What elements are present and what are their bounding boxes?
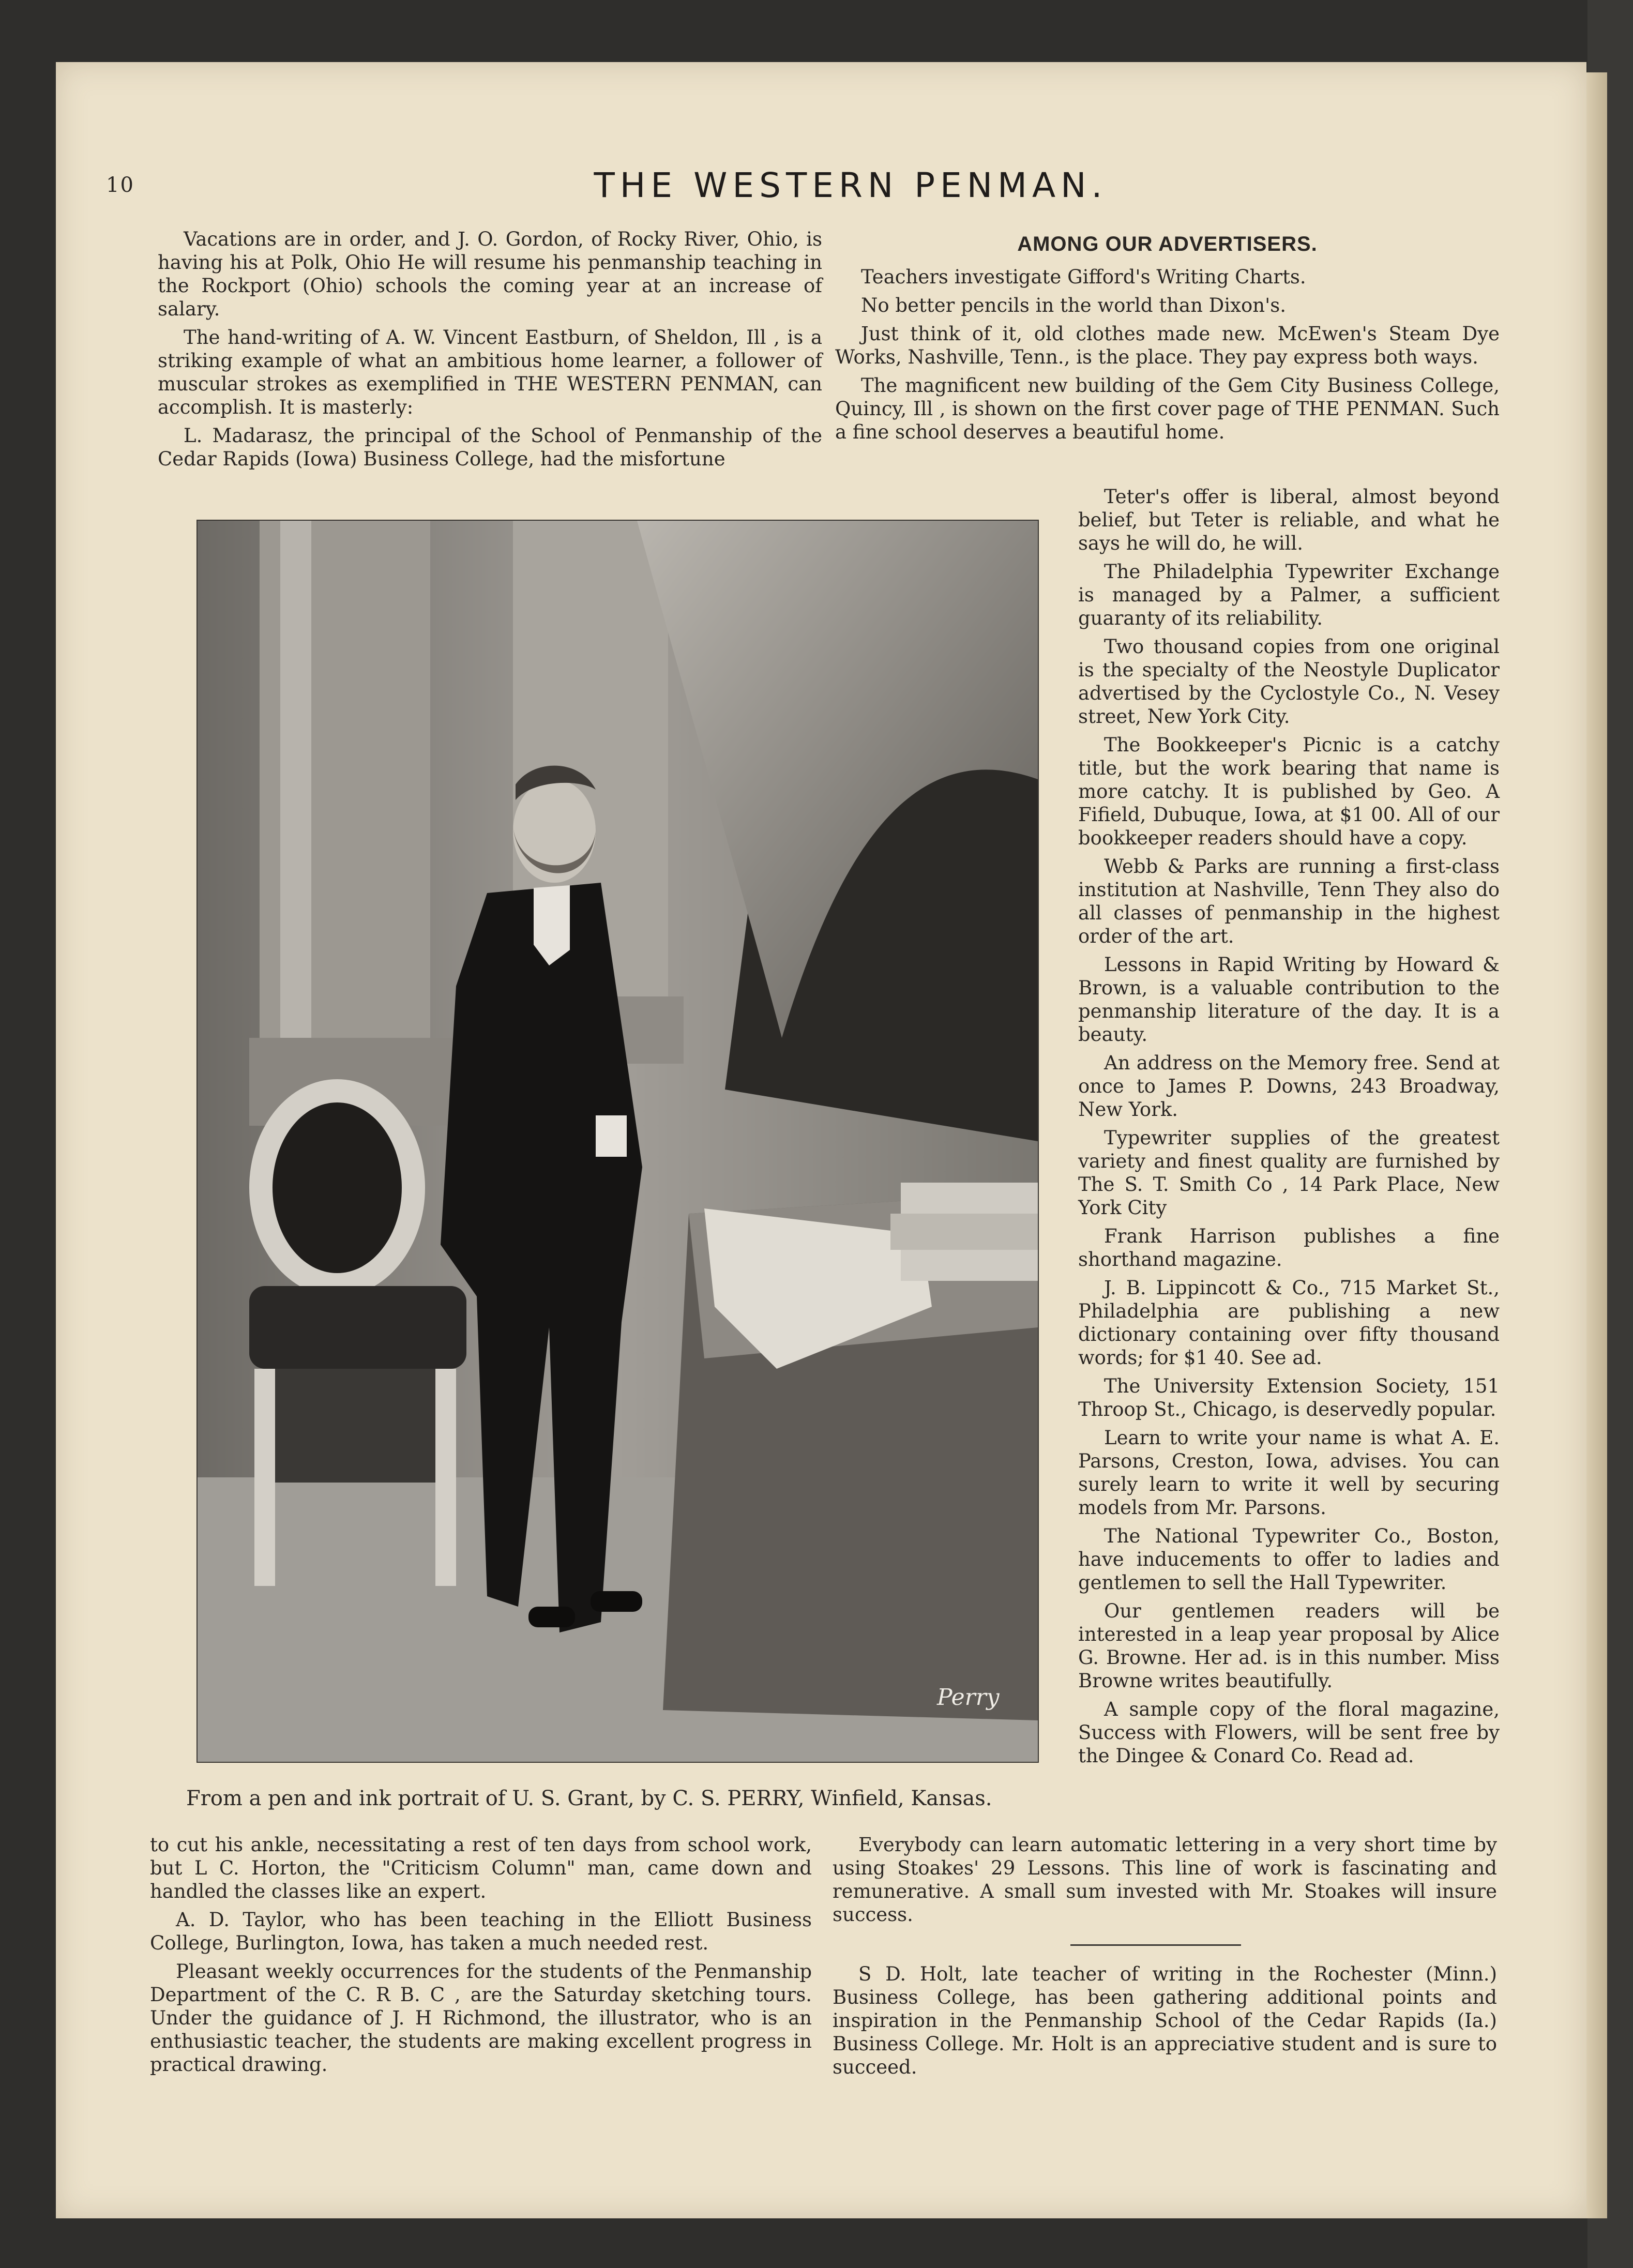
portrait-engraving xyxy=(198,521,1038,1762)
paragraph: Vacations are in order, and J. O. Gordon, of Rocky River, Ohio, is having his at Polk, Ohio He will resume his penmanship teaching in the Rockport (Ohio) schools the coming year at an increase of salary. xyxy=(158,228,822,320)
ad-note: The Bookkeeper's Picnic is a catchy title, but the work bearing that name is more catchy. It is published by Geo. A Fifield, Dubuque, Iowa, at $1 00. All of our bookkeeper readers should have a copy. xyxy=(1078,734,1500,849)
ad-note: Two thousand copies from one original is the specialty of the Neostyle Duplicator advertised by the Cyclostyle Co., N. Vesey street, New York City. xyxy=(1078,636,1500,728)
ad-note: No better pencils in the world than Dixon's. xyxy=(861,294,1287,316)
ad-note: Frank Harrison publishes a fine shorthand magazine. xyxy=(1078,1225,1500,1271)
advertisers-column-top xyxy=(835,233,1500,449)
portrait-caption: From a pen and ink portrait of U. S. Grant, by C. S. PERRY, Winfield, Kansas. xyxy=(186,1787,992,1810)
paragraph: The hand-writing of A. W. Vincent Eastburn, of Sheldon, Ill , is a striking example of what an ambitious home learner, a follower of muscular strokes as exemplified in THE WESTERN PENMAN, can accomplish. It is masterly: xyxy=(158,326,822,418)
paragraph: Pleasant weekly occurrences for the students of the Penmanship Department of the C. R B. C , are the Saturday sketching tours. Under the guidance of J. H Richmond, the illustrator, who is an enthusiastic teacher, the students are making excellent progress in practical drawing. xyxy=(150,1960,812,2076)
advertisers-column-bottom xyxy=(833,1833,1497,1931)
paragraph: to cut his ankle, necessitating a rest of ten days from school work, but L C. Horton, the "Criticism Column" man, came down and handled the classes like an expert. xyxy=(150,1834,812,1902)
ad-note: J. B. Lippincott & Co., 715 Market St., Philadelphia are publishing a new dictionary containing over fifty thousand words; for $1 40. See ad. xyxy=(1078,1277,1500,1369)
next-page-edge xyxy=(1586,72,1607,2218)
paragraph: S D. Holt, late teacher of writing in the Rochester (Minn.) Business College, has been gathering additional points and inspiration in the Penmanship School of the Cedar Rapids (Ia.) Business College. Mr. Holt is an appreciative student and is sure to succeed. xyxy=(833,1963,1497,2078)
ad-note: The Philadelphia Typewriter Exchange is managed by a Palmer, a sufficient guaranty of its reliability. xyxy=(1078,561,1500,629)
ad-note: Webb & Parks are running a first-class institution at Nashville, Tenn They also do all classes of penmanship in the highest order of the art. xyxy=(1078,855,1500,947)
left-column-bottom xyxy=(150,1833,812,2081)
section-divider xyxy=(1070,1944,1241,1946)
ad-note: The magnificent new building of the Gem City Business College, Quincy, Ill , is shown on the first cover page of THE PENMAN. Such a fine school deserves a beautiful home. xyxy=(835,374,1500,443)
paragraph: A. D. Taylor, who has been teaching in the Elliott Business College, Burlington, Iowa, has taken a much needed rest. xyxy=(150,1909,812,1954)
advertisers-column-narrow xyxy=(1078,485,1500,1773)
ad-note: Just think of it, old clothes made new. McEwen's Steam Dye Works, Nashville, Tenn., is the place. They pay express both ways. xyxy=(835,323,1500,368)
advertisers-heading: AMONG OUR ADVERTISERS. xyxy=(1017,233,1318,255)
grant-portrait-illustration xyxy=(196,520,1039,1763)
artist-signature: Perry xyxy=(937,1684,1000,1711)
page-number: 10 xyxy=(106,173,134,197)
ad-note: Lessons in Rapid Writing by Howard & Brown, is a valuable contribution to the penmanship literature of the day. It is a beauty. xyxy=(1078,954,1500,1046)
ad-note: The National Typewriter Co., Boston, have inducements to offer to ladies and gentlemen to sell the Hall Typewriter. xyxy=(1078,1525,1500,1594)
ad-note: Everybody can learn automatic lettering in a very short time by using Stoakes' 29 Lessons. This line of work is fascinating and remunerative. A small sum invested with Mr. Stoakes will insure success. xyxy=(833,1834,1497,1926)
masthead-title: THE WESTERN PENMAN. xyxy=(594,165,1108,205)
paragraph: L. Madarasz, the principal of the School of Penmanship of the Cedar Rapids (Iowa) Business College, had the misfortune xyxy=(158,425,822,470)
holt-note xyxy=(833,1962,1497,2084)
ad-note: An address on the Memory free. Send at once to James P. Downs, 243 Broadway, New York. xyxy=(1078,1052,1500,1121)
left-column-top xyxy=(158,228,822,476)
ad-note: Teachers investigate Gifford's Writing Charts. xyxy=(861,266,1306,288)
ad-note: Teter's offer is liberal, almost beyond belief, but Teter is reliable, and what he says he will do, he will. xyxy=(1078,486,1500,554)
ad-note: A sample copy of the floral magazine, Success with Flowers, will be sent free by the Dingee & Conard Co. Read ad. xyxy=(1078,1698,1500,1767)
ad-note: The University Extension Society, 151 Throop St., Chicago, is deservedly popular. xyxy=(1078,1375,1500,1420)
ad-note: Learn to write your name is what A. E. Parsons, Creston, Iowa, advises. You can surely learn to write it well by securing models from Mr. Parsons. xyxy=(1078,1427,1500,1519)
ad-note: Our gentlemen readers will be interested in a leap year proposal by Alice G. Browne. Her ad. is in this number. Miss Browne writes beautifully. xyxy=(1078,1600,1500,1692)
ad-note: Typewriter supplies of the greatest variety and finest quality are furnished by The S. T. Smith Co , 14 Park Place, New York City xyxy=(1078,1127,1500,1219)
